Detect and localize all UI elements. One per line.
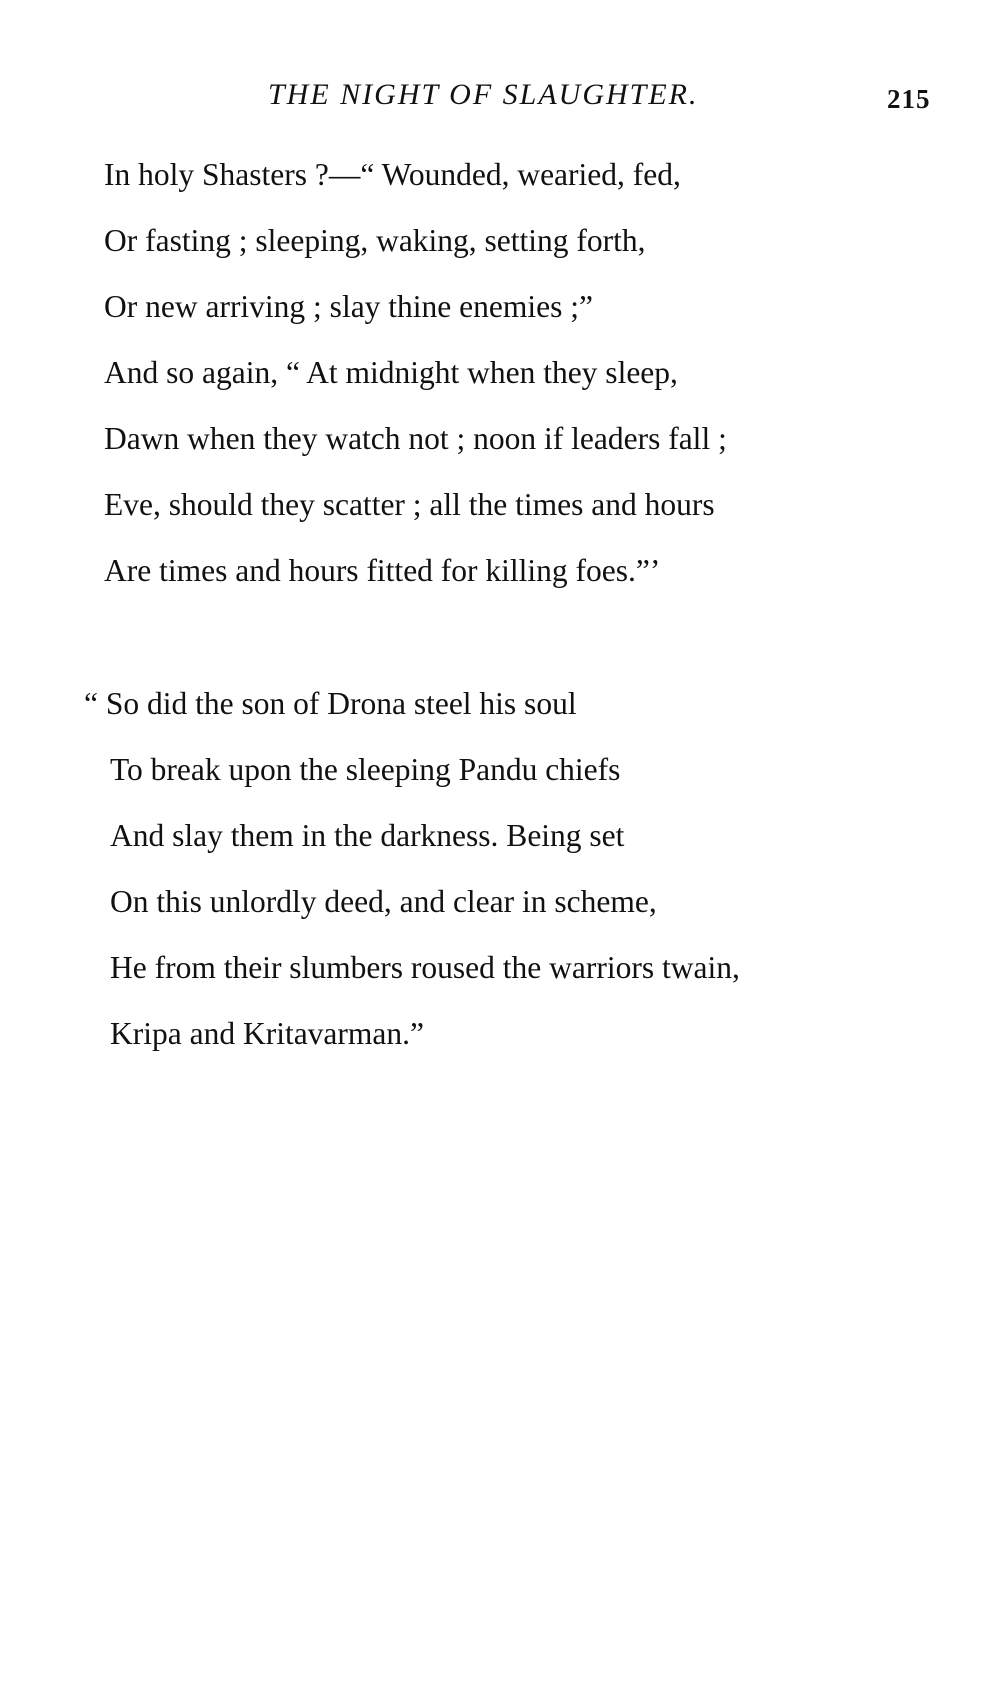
verse-line: Eve, should they scatter ; all the times and hours [104,487,715,522]
verse-line: In holy Shasters ?—“ Wounded, wearied, fed, [104,157,681,192]
verse-line: He from their slumbers roused the warriors twain, [110,950,740,985]
verse-line: Or fasting ; sleeping, waking, setting forth, [104,223,646,258]
verse-line: Or new arriving ; slay thine enemies ;” [104,289,593,324]
verse-line: Are times and hours fitted for killing foes.”’ [104,553,661,588]
verse-line: And so again, “ At midnight when they sleep, [104,355,678,390]
page-number: 215 [887,84,931,114]
running-title: THE NIGHT OF SLAUGHTER. [268,78,699,111]
verse-line: Dawn when they watch not ; noon if leaders fall ; [104,421,727,456]
verse-line: “ So did the son of Drona steel his soul [84,686,577,721]
verse-line: And slay them in the darkness. Being set [110,818,625,853]
verse-line: On this unlordly deed, and clear in scheme, [110,884,657,919]
verse-line: Kripa and Kritavarman.” [110,1016,424,1051]
verse-line: To break upon the sleeping Pandu chiefs [110,752,621,787]
running-head [0,78,1000,118]
